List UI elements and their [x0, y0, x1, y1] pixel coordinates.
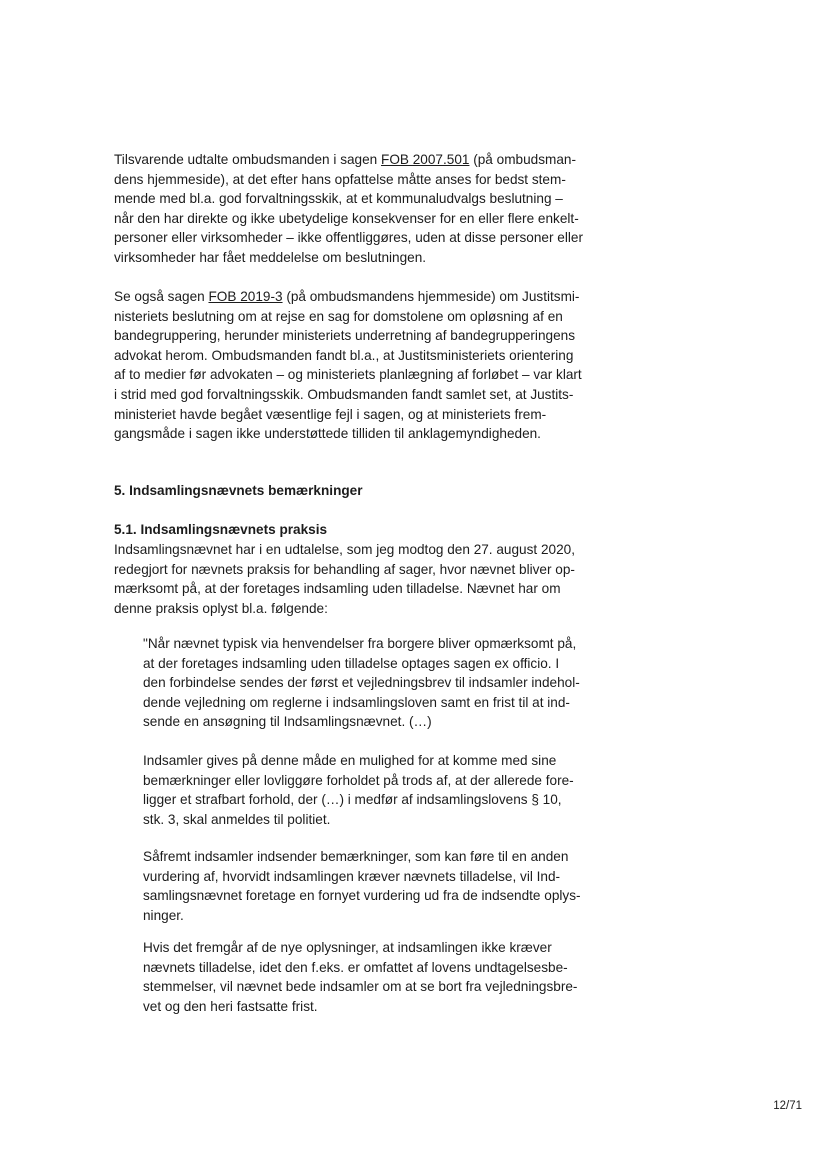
- text-line: sende en ansøgning til Indsamlingsnævnet. (…): [143, 714, 432, 730]
- text-line: når den har direkte og ikke ubetydelige konsekvenser for en eller flere enkelt-: [114, 210, 579, 226]
- text-line: stk. 3, skal anmeldes til politiet.: [143, 811, 331, 827]
- text-line: ligger et strafbart forhold, der (…) i medfør af indsamlingslovens § 10,: [143, 792, 562, 808]
- text-line: Såfremt indsamler indsender bemærkninger, som kan føre til en anden: [143, 849, 569, 864]
- text-line: nævnets tilladelse, idet den f.eks. er omfattet af lovens undtagelsesbe-: [143, 959, 568, 975]
- link-fob-2007-501[interactable]: FOB 2007.501: [381, 152, 470, 167]
- text-line: dens hjemmeside), at det efter hans opfattelse måtte anses for bedst stem-: [114, 171, 566, 187]
- text-line: Tilsvarende udtalte ombudsmanden i sagen FOB 2007.501 (på ombudsman-: [114, 152, 576, 167]
- text-line: personer eller virksomheder – ikke offentliggøres, uden at disse personer eller: [114, 230, 583, 246]
- text-line: "Når nævnet typisk via henvendelser fra borgere bliver opmærksomt på,: [143, 636, 577, 651]
- text-line: ministeriet havde begået væsentlige fejl i sagen, og at ministeriets frem-: [114, 406, 547, 422]
- text-line: dende vejledning om reglerne i indsamlingsloven samt en frist til at ind-: [143, 694, 570, 710]
- quote-paragraph-1: [143, 634, 613, 732]
- paragraph-section-5-1-intro: [114, 540, 612, 618]
- text-line: Se også sagen FOB 2019-3 (på ombudsmandens hjemmeside) om Justitsmi-: [114, 289, 580, 304]
- quote-paragraph-2: [143, 751, 613, 829]
- text-line: bandegruppering, herunder ministeriets underretning af bandegrupperingens: [114, 328, 575, 344]
- text-line: denne praksis oplyst bl.a. følgende:: [114, 600, 328, 616]
- text-line: vet og den heri fastsatte frist.: [143, 998, 318, 1014]
- quote-paragraph-3: [143, 847, 613, 925]
- paragraph-fob-2019-3: [114, 287, 612, 444]
- paragraph-fob-2007-501: [114, 150, 612, 268]
- text-line: Hvis det fremgår af de nye oplysninger, at indsamlingen ikke kræver: [143, 940, 552, 955]
- text-line: at der foretages indsamling uden tilladelse optages sagen ex officio. I: [143, 655, 560, 671]
- text-line: advokat herom. Ombudsmanden fandt bl.a., at Justitsministeriets orientering: [114, 347, 574, 363]
- link-fob-2019-3[interactable]: FOB 2019-3: [208, 289, 283, 304]
- section-heading-5-1: 5.1. Indsamlingsnævnets praksis: [114, 522, 328, 537]
- text-line: samlingsnævnet foretage en fornyet vurdering ud fra de indsendte oplys-: [143, 888, 581, 904]
- text-line: stemmelser, vil nævnet bede indsamler om at se bort fra vejledningsbre-: [143, 979, 578, 995]
- text-line: Indsamlingsnævnet har i en udtalelse, som jeg modtog den 27. august 2020,: [114, 542, 575, 557]
- text-line: vurdering af, hvorvidt indsamlingen kræver nævnets tilladelse, vil Ind-: [143, 868, 561, 884]
- page-number: 12/71: [773, 1100, 802, 1112]
- text-line: virksomheder har fået meddelelse om beslutningen.: [114, 249, 427, 265]
- section-heading-5: 5. Indsamlingsnævnets bemærkninger: [114, 483, 363, 498]
- text-line: af to medier før advokaten – og ministeriets planlægning af forløbet – var klart: [114, 367, 582, 383]
- text-line: mende med bl.a. god forvaltningsskik, at et kommunaludvalgs beslutning –: [114, 191, 563, 207]
- text-line: mærksomt på, at der foretages indsamling uden tilladelse. Nævnet har om: [114, 581, 561, 597]
- quote-paragraph-4: [143, 938, 613, 1016]
- text-line: i strid med god forvaltningsskik. Ombudsmanden fandt samlet set, at Justits-: [114, 386, 574, 402]
- text-line: gangsmåde i sagen ikke understøttede tilliden til anklagemyndigheden.: [114, 426, 541, 442]
- text-line: Indsamler gives på denne måde en mulighed for at komme med sine: [143, 753, 557, 768]
- text-line: bemærkninger eller lovliggøre forholdet på trods af, at der allerede fore-: [143, 772, 574, 788]
- text-line: nisteriets beslutning om at rejse en sag for domstolene om opløsning af en: [114, 308, 563, 324]
- text-line: redegjort for nævnets praksis for behandling af sager, hvor nævnet bliver op-: [114, 561, 575, 577]
- text-line: den forbindelse sendes der først et vejledningsbrev til indsamler indehol-: [143, 675, 580, 691]
- text-line: ninger.: [143, 907, 184, 923]
